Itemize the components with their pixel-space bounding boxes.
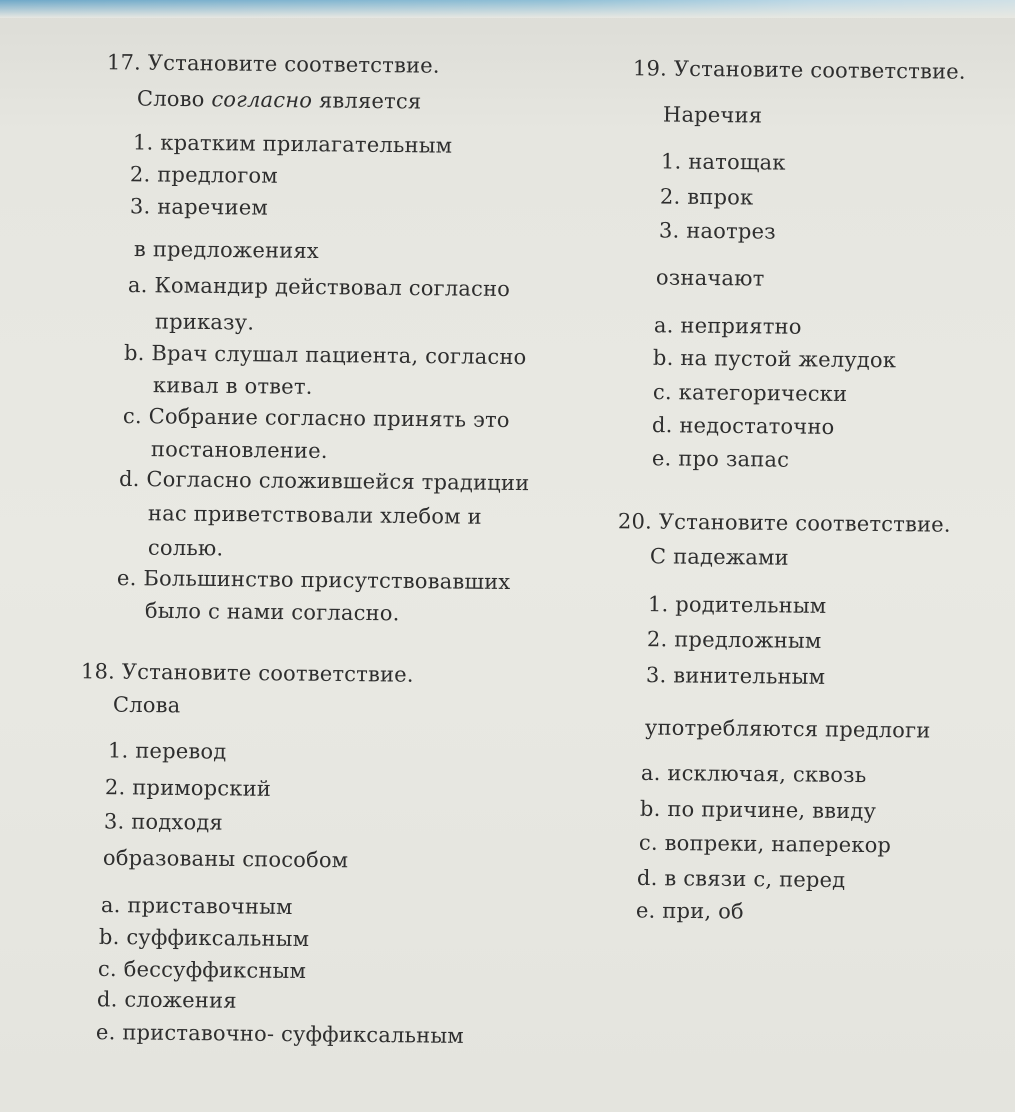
q19-option-b: b. на пустой желудок [652, 345, 897, 373]
q18-option-a: a. приставочным [100, 892, 293, 920]
q17-option-a: a. Командир действовал согласно [127, 273, 511, 301]
q19-option-d: d. недостаточно [651, 413, 835, 439]
q17-option-d-cont-2: солью. [147, 535, 224, 561]
q17-option-d: d. Согласно сложившейся традиции [118, 466, 530, 496]
q17-option-d-cont-1: нас приветствовали хлебом и [147, 501, 482, 529]
q17-item-3: 3. наречием [129, 194, 269, 220]
q19-item-3: 3. наотрез [658, 218, 776, 244]
q17-option-b-cont: кивал в ответ. [152, 373, 313, 399]
q17-item-2: 2. предлогом [129, 162, 278, 188]
q19-context-label: означают [655, 265, 765, 291]
q19-item-1: 1. натощак [660, 149, 786, 175]
q20-option-d: d. в связи с, перед [636, 865, 846, 893]
q18-intro: Слова [112, 692, 181, 718]
q20-title: 20. Установите соответствие. [617, 509, 951, 537]
q17-option-b: b. Врач слушал пациента, согласно [123, 340, 527, 370]
q18-option-c: c. бессуффиксным [97, 956, 307, 984]
q20-intro: С падежами [649, 544, 789, 570]
q17-option-c: c. Собрание согласно принять это [122, 403, 510, 433]
q18-option-b: b. суффиксальным [98, 924, 310, 952]
q17-option-a-cont: приказу. [154, 309, 255, 335]
q18-item-3: 3. подходя [103, 809, 224, 835]
q20-option-b: b. по причине, ввиду [639, 796, 877, 824]
q18-item-2: 2. приморский [104, 775, 272, 801]
q18-option-e: e. приставочно- суффиксальным [95, 1020, 465, 1048]
q19-title: 19. Установите соответствие. [632, 56, 966, 84]
q19-option-c: c. категорически [652, 379, 848, 407]
q17-option-c-cont: постановление. [150, 437, 328, 463]
q20-item-3: 3. винительным [645, 663, 826, 689]
q20-context-label: употребляются предлоги [644, 715, 931, 743]
q17-title: 17. Установите соответствие. [106, 50, 440, 78]
page-top-shadow [0, 0, 1015, 18]
q17-intro-post: является [312, 88, 422, 114]
q17-context-label: в предложениях [133, 237, 320, 263]
q18-option-d: d. сложения [96, 987, 237, 1013]
q19-item-2: 2. впрок [659, 184, 754, 210]
q20-item-2: 2. предложным [646, 627, 822, 653]
q20-item-1: 1. родительным [647, 592, 827, 618]
q19-option-a: a. неприятно [653, 313, 802, 339]
q19-intro: Наречия [662, 102, 763, 128]
q17-item-1: 1. кратким прилагательным [132, 130, 453, 158]
q17-intro [137, 87, 422, 114]
q17-intro-pre: Слово [136, 86, 212, 112]
q19-option-e: e. про запас [651, 446, 790, 472]
q18-item-1: 1. перевод [107, 738, 227, 764]
q20-option-a: a. исключая, сквозь [640, 760, 867, 788]
q18-context-label: образованы способом [102, 845, 349, 873]
q20-option-e: e. при, об [635, 898, 744, 924]
q20-option-c: c. вопреки, наперекор [638, 830, 892, 858]
q18-title: 18. Установите соответствие. [80, 659, 414, 687]
q17-option-e-cont: было с нами согласно. [144, 598, 400, 626]
q17-option-e: e. Большинство присутствовавших [116, 565, 511, 595]
q17-intro-italic: согласно [211, 87, 313, 113]
